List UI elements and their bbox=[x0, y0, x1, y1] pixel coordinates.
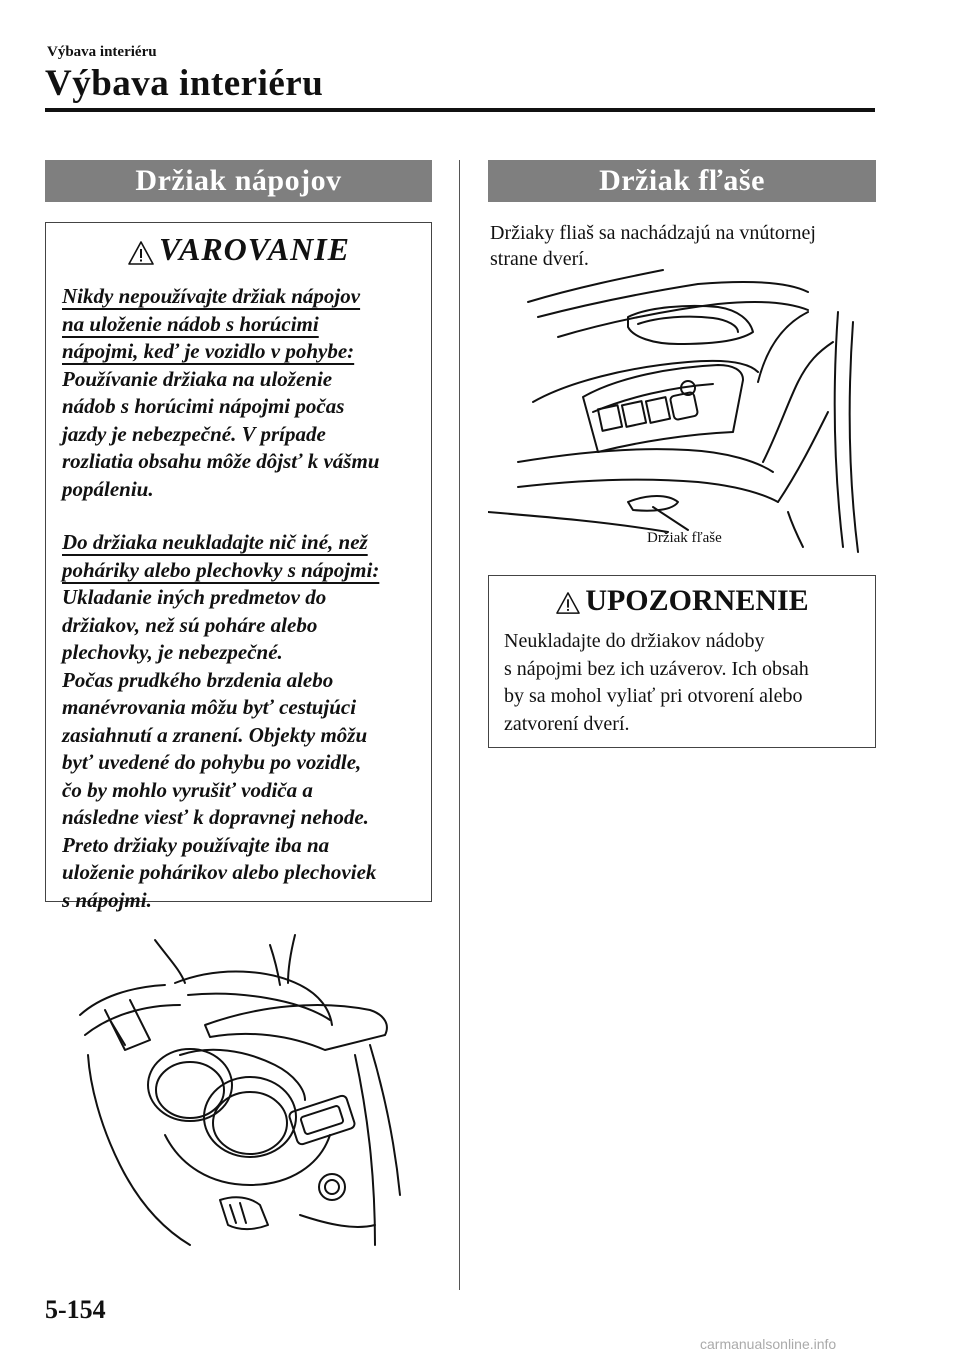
warning-header bbox=[46, 231, 431, 268]
warning-text-line: Ukladanie iných predmetov do bbox=[62, 585, 327, 609]
figure-label-bottle-holder: Držiak fľaše bbox=[647, 530, 722, 546]
warning-heading-line: Nikdy nepoužívajte držiak nápojov bbox=[62, 284, 361, 308]
caution-text-line: zatvorení dverí. bbox=[504, 712, 630, 735]
warning-text-line: nádob s horúcimi nápojmi počas bbox=[62, 394, 345, 418]
title-rule bbox=[45, 108, 875, 112]
caution-box bbox=[488, 575, 876, 748]
section-header-cup-holder: Držiak nápojov bbox=[45, 160, 432, 202]
warning-text-line: plechovky, je nebezpečné. bbox=[62, 640, 283, 664]
caution-body bbox=[504, 628, 864, 738]
warning-body bbox=[62, 283, 422, 914]
warning-triangle-icon bbox=[127, 240, 155, 266]
page-number: 5-154 bbox=[45, 1295, 106, 1324]
warning-heading-line: nápojmi, keď je vozidlo v pohybe: bbox=[62, 339, 355, 363]
cup-holder-illustration bbox=[70, 925, 410, 1265]
warning-text-line: Počas prudkého brzdenia alebo bbox=[62, 667, 334, 692]
warning-text-line: s nápojmi. bbox=[62, 887, 152, 912]
door-bottle-holder-illustration bbox=[488, 262, 876, 557]
warning-text-line: Používanie držiaka na uloženie bbox=[62, 366, 333, 391]
warning-text-line: následne viesť k dopravnej nehode. bbox=[62, 805, 369, 829]
warning-text-line: držiakov, než sú poháre alebo bbox=[62, 612, 318, 637]
column-divider bbox=[459, 160, 460, 1290]
intro-line: strane dverí. bbox=[490, 248, 589, 270]
warning-heading-line: Do držiaka neukladajte nič iné, než bbox=[62, 530, 368, 554]
caution-label: UPOZORNENIE bbox=[585, 584, 809, 617]
warning-text-line: uloženie pohárikov alebo plechoviek bbox=[62, 860, 377, 884]
warning-label: VAROVANIE bbox=[159, 231, 350, 267]
warning-text-line: manévrovania môžu byť cestujúci bbox=[62, 695, 357, 719]
warning-text-line: popáleniu. bbox=[62, 476, 154, 501]
caution-header bbox=[489, 584, 875, 618]
warning-text-line: zasiahnutí a zranení. Objekty môžu bbox=[62, 722, 368, 747]
breadcrumb: Výbava interiéru bbox=[47, 44, 157, 60]
warning-text-line: Preto držiaky používajte iba na bbox=[62, 832, 330, 857]
section-header-bottle-holder: Držiak fľaše bbox=[488, 160, 876, 202]
intro-line: Držiaky fliaš sa nachádzajú na vnútornej bbox=[490, 222, 816, 244]
warning-heading-line: poháriky alebo plechovky s nápojmi: bbox=[62, 557, 380, 582]
page-title: Výbava interiéru bbox=[45, 63, 324, 104]
warning-text-line: rozliatia obsahu môže dôjsť k vášmu bbox=[62, 449, 380, 473]
warning-triangle-icon bbox=[555, 591, 581, 615]
caution-text-line: by sa mohol vyliať pri otvorení alebo bbox=[504, 685, 803, 707]
caution-text-line: s nápojmi bez ich uzáverov. Ich obsah bbox=[504, 657, 809, 680]
warning-text-line: jazdy je nebezpečné. V prípade bbox=[62, 421, 326, 446]
caution-text-line: Neukladajte do držiakov nádoby bbox=[504, 630, 765, 652]
warning-box bbox=[45, 222, 432, 912]
warning-text-line: byť uvedené do pohybu po vozidle, bbox=[62, 750, 362, 774]
warning-text-line: čo by mohlo vyrušiť vodiča a bbox=[62, 777, 313, 802]
watermark: carmanualsonline.info bbox=[700, 1336, 837, 1352]
warning-heading-line: na uloženie nádob s horúcimi bbox=[62, 311, 319, 336]
